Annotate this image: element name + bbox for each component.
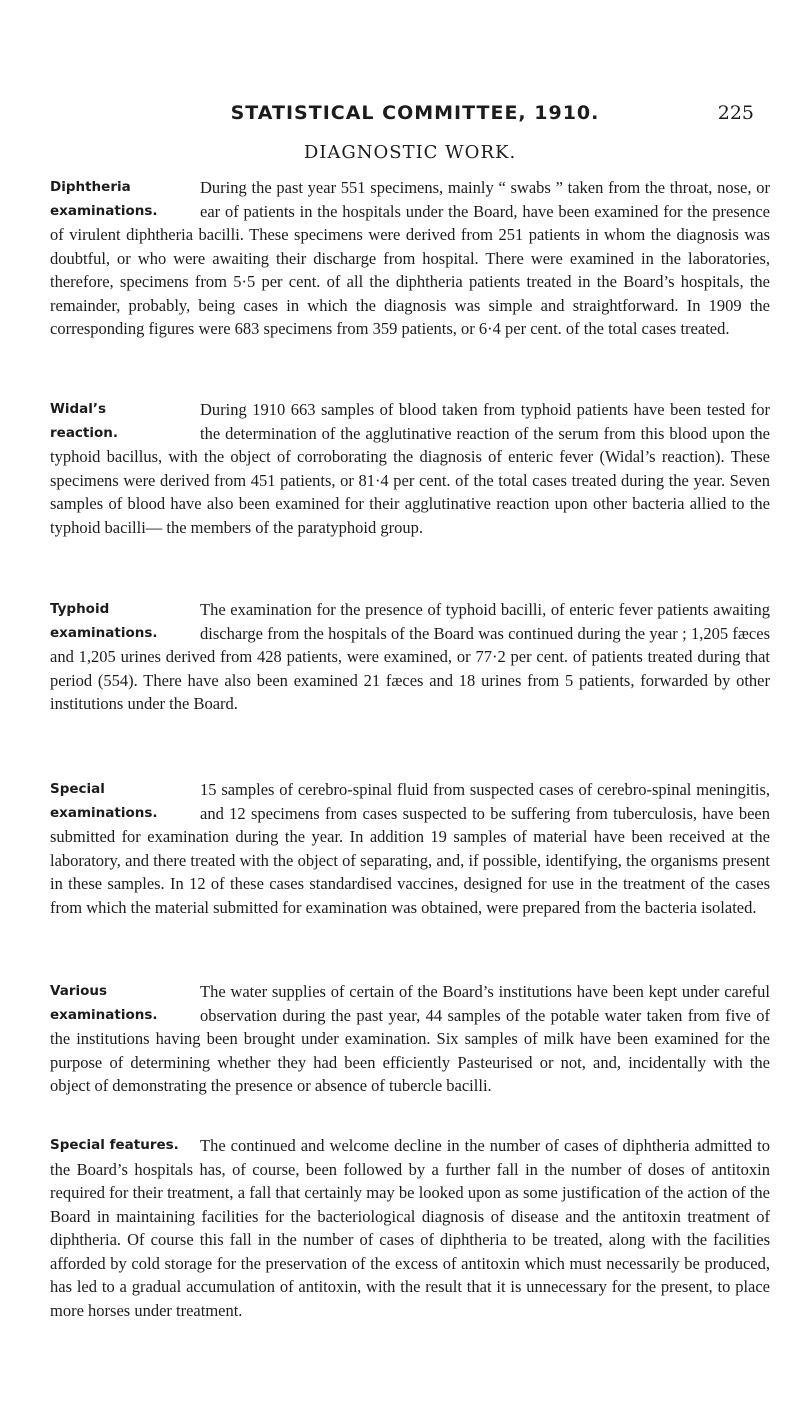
side-heading-line: Diphtheria	[50, 179, 131, 195]
side-heading-line: examinations.	[50, 624, 158, 641]
side-heading	[50, 176, 200, 223]
side-heading-line: Widal’s	[50, 401, 107, 417]
paragraph: The water supplies of certain of the Board’s institutions have been kept under careful observation during the past year, 44 samples of the potable water taken from five of the institutions having been brought under examination. Six samples of milk have been examined for the purpose of determining whether they had been efficiently Pasteurised or not, and, incidentally with the object of demonstrating the presence or absence of tubercle bacilli.	[50, 982, 770, 1095]
side-heading-line: Special features.	[50, 1137, 179, 1153]
paragraph: During 1910 663 samples of blood taken from typhoid patients have been tested for the determination of the agglutinative reaction of the serum from this blood upon the typhoid bacillus, with the object of corroborating the diagnosis of enteric fever (Widal’s reaction). These specimens were derived from 451 patients, or 81·4 per cent. of the total cases treated during the year. Seven samples of blood have also been examined for their agglutinative reaction upon other bacteria allied to the typhoid bacilli— the members of the paratyphoid group.	[50, 400, 770, 537]
paragraph: 15 samples of cerebro-spinal fluid from suspected cases of cerebro-spinal meningitis, and 12 specimens from cases suspected to be suffering from tuberculosis, have been submitted for examination during the year. In addition 19 samples of material have been received at the laboratory, and there treated with the object of separating, and, if possible, identifying, the organisms present in these samples. In 12 of these cases standardised vaccines, designed for use in the treatment of the cases from which the material submitted for examination was obtained, were prepared from the bacteria isolated.	[50, 780, 770, 917]
side-heading-line: reaction.	[50, 424, 119, 441]
paragraph: The examination for the presence of typhoid bacilli, of enteric fever patients awaiting discharge from the hospitals of the Board was continued during the year ; 1,205 fæces and 1,205 urines derived from 428 patients, were examined, or 77·2 per cent. of patients treated during that period (554). There have also been examined 21 fæces and 18 urines from 5 patients, forwarded by other institutions under the Board.	[50, 600, 770, 713]
paragraph: During the past year 551 specimens, mainly “ swabs ” taken from the throat, nose, or ear of patients in the hospitals under the Board, have been examined for the presence of virulent diphtheria bacilli. These specimens were derived from 251 patients in whom the diagnosis was doubtful, or who were awaiting their discharge from hospital. There were examined in the laboratories, therefore, specimens from 5·5 per cent. of all the diphtheria patients treated in the Board’s hospitals, the remainder, probably, being cases in which the diagnosis was simple and straightforward. In 1909 the corresponding figures were 683 specimens from 359 patients, or 6·4 per cent. of the total cases treated.	[50, 178, 770, 338]
section-special-examinations	[50, 778, 770, 919]
side-heading-line: Special	[50, 781, 105, 797]
side-heading	[50, 1134, 200, 1158]
side-heading	[50, 598, 200, 645]
page-number: 225	[717, 102, 754, 124]
side-heading-line: examinations.	[50, 1006, 158, 1023]
side-heading-line: examinations.	[50, 202, 158, 219]
section-diphtheria-examinations	[50, 176, 770, 341]
side-heading	[50, 398, 200, 445]
section-title: DIAGNOSTIC WORK.	[303, 142, 517, 163]
side-heading	[50, 778, 200, 825]
paragraph: The continued and welcome decline in the number of cases of diphtheria admitted to the Board’s hospitals has, of course, been followed by a further fall in the number of doses of antitoxin required for their treatment, a fall that certainly may be looked upon as some justification of the action of the Board in maintaining facilities for the bacteriological diagnosis of disease and the antitoxin treatment of diphtheria. Of course this fall in the number of cases of diphtheria to be treated, along with the facilities afforded by cold storage for the preservation of the excess of antitoxin which must necessarily be produced, has led to a gradual accumulation of antitoxin, with the result that it is unnecessary for the present, to place more horses under treatment.	[50, 1136, 770, 1320]
side-heading-line: Various	[50, 983, 108, 999]
side-heading-line: examinations.	[50, 804, 158, 821]
section-widals-reaction	[50, 398, 770, 539]
side-heading	[50, 980, 200, 1027]
section-various-examinations	[50, 980, 770, 1098]
section-typhoid-examinations	[50, 598, 770, 716]
running-header: STATISTICAL COMMITTEE, 1910.	[230, 102, 600, 124]
side-heading-line: Typhoid	[50, 601, 110, 617]
section-special-features	[50, 1134, 770, 1322]
